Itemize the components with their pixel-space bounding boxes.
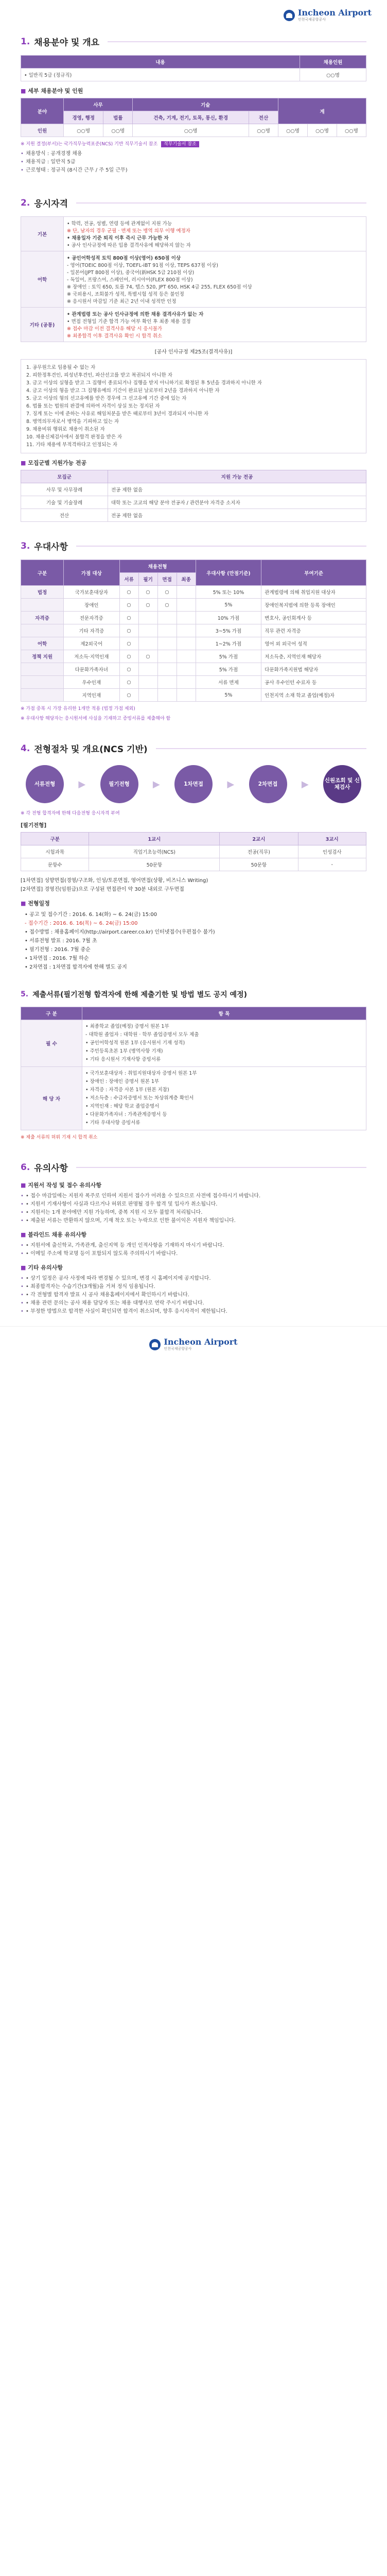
table-cell: 관계법령에 의해 취업지원 대상자 — [261, 586, 366, 599]
table-cell — [157, 663, 177, 676]
text-line: • 학력, 전공, 성별, 연령 등에 관계없이 지원 가능 — [67, 221, 172, 227]
text-line: • 1차면접 : 2016. 7월 하순 — [25, 956, 89, 961]
header-cell: 항 목 — [82, 1007, 366, 1020]
table-cell: 3~5% 가점 — [196, 624, 261, 637]
table-cell: ○○명 — [308, 124, 337, 137]
section-2-title — [21, 196, 366, 209]
list-item: • 채용방식 : 공개경쟁 채용 — [21, 150, 366, 158]
table-cell: 50문항 — [220, 858, 298, 871]
schedule-list — [21, 910, 366, 972]
subsection-title: ■ 전형일정 — [21, 899, 366, 907]
text-line: • 자격증 : 자격증 사본 1부 (원본 지참) — [85, 1087, 169, 1093]
title-divider — [76, 202, 366, 204]
list-item: • 근로형태 : 정규직 (8시간 근무 / 주 5일 근무) — [21, 166, 366, 175]
text-line: • 다문화가족자녀 : 가족관계증명서 등 — [85, 1112, 167, 1117]
table-cell: ○ — [119, 612, 138, 624]
subsection-title: ■ 지원서 작성 및 접수 유의사항 — [21, 1181, 366, 1189]
table-cell — [177, 676, 196, 689]
table-cell: ○ — [119, 637, 138, 650]
table-cell: ○○명 — [133, 124, 249, 137]
table-cell: - — [298, 858, 366, 871]
table-cell — [138, 612, 157, 624]
subsection-title: ■ 블라인드 채용 유의사항 — [21, 1230, 366, 1239]
table-cell — [177, 612, 196, 624]
table-cell: 변호사, 공인회계사 등 — [261, 612, 366, 624]
section-5 — [0, 989, 387, 1140]
section-6-title — [21, 1161, 366, 1174]
section-heading: 채용분야 및 개요 — [34, 38, 100, 48]
section-4-title — [21, 742, 366, 755]
table-cell: 기술 및 기술장례 — [21, 496, 108, 509]
flow-step: 필기전형 — [100, 765, 138, 803]
header-cell: 2교시 — [220, 833, 298, 845]
text-line: • 관계법령 또는 공사 인사규정에 의한 채용 결격사유가 없는 자 — [67, 312, 204, 317]
table-cell: 우수인재 — [64, 676, 120, 689]
header-cell: 구 분 — [21, 1007, 82, 1020]
section-number: 5. — [21, 990, 29, 998]
header-cell: 우대사항 (만점기준) — [196, 560, 261, 586]
text-line: 3. 금고 이상의 실형을 받고 그 집행이 종료되거나 집행을 받지 아니하기로 확정된 후 5년을 경과하지 아니한 자 — [26, 380, 262, 386]
table-cell — [177, 599, 196, 612]
flow-step: 신원조회 및 신체검사 — [323, 765, 361, 803]
header-cell: 면접 — [157, 573, 177, 586]
row-label: 기본 — [21, 217, 64, 251]
brand-logo — [284, 9, 372, 22]
section-3 — [0, 539, 387, 721]
table-cell: 국가보훈대상자 — [64, 586, 120, 599]
table-cell: 5% — [196, 689, 261, 702]
table-cell: ○ — [119, 586, 138, 599]
table-cell: ○○명 — [300, 69, 366, 81]
table-cell: 지역인재 — [64, 689, 120, 702]
table-cell: ○○명 — [337, 124, 366, 137]
row-content — [82, 1020, 366, 1067]
header-cell: 사무 — [64, 98, 133, 111]
table-cell — [21, 599, 64, 612]
text-line: • 지역인재 : 해당 학교 졸업증명서 — [85, 1104, 160, 1109]
section-2 — [0, 196, 387, 522]
table-cell — [177, 650, 196, 663]
table-cell: ○○명 — [249, 124, 278, 137]
table-row — [21, 689, 366, 702]
table-cell: ○ — [157, 599, 177, 612]
title-divider — [156, 748, 366, 749]
table-cell — [157, 650, 177, 663]
text-line: - 독일어, 프랑스어, 스페인어, 러시아어(FLEX 800점 이상) — [67, 277, 193, 283]
written-exam-table — [21, 832, 366, 871]
job-description-link[interactable]: 직무기술서 참조 — [161, 141, 199, 147]
table-cell: 5% 가점 — [196, 663, 261, 676]
text-line: • 서류전형 발표 : 2016. 7월 초 — [25, 938, 97, 944]
header-cell: 내용 — [21, 56, 300, 69]
table-cell: ○ — [157, 586, 177, 599]
table-cell: 직업기초능력(NCS) — [89, 845, 220, 858]
table-cell: 5% — [196, 599, 261, 612]
table-cell: 어학 — [21, 637, 64, 650]
section-3-title — [21, 539, 366, 552]
text-line: - 접수기간 : 2016. 6. 16(목) ~ 6. 24(금) 15:00 — [25, 921, 138, 926]
text-line: - 대학원 졸업자 : 대학원 · 학부 졸업증명서 모두 제출 — [85, 1032, 199, 1038]
header-cell: 계 — [278, 98, 366, 124]
notice-list — [21, 1192, 366, 1225]
table-cell: 기타 자격증 — [64, 624, 120, 637]
list-item: • • 지원서에 출신학교, 가족관계, 출신지역 등 개인 인적사항을 기재하지 마시기 바랍니다. — [21, 1242, 366, 1250]
text-line: 6. 법률 또는 법원의 판결에 의하여 자격이 상실 또는 정지된 자 — [26, 403, 160, 409]
section-number: 3. — [21, 540, 30, 551]
text-line: 2. 피한정후견인, 피성년후견인, 파산선고를 받고 복권되지 아니한 자 — [26, 372, 173, 378]
notice-list — [21, 1275, 366, 1316]
table-row — [21, 599, 366, 612]
table-cell: 1~2% 가점 — [196, 637, 261, 650]
table-cell: 사무 및 사무장례 — [21, 483, 108, 496]
text-line: [2차면접] 경영진(임원급)으로 구성된 면접관이 약 30분 내외로 구두면접 — [21, 887, 184, 892]
regulation-title: [공사 인사규정 제25조(결격사유)] — [154, 349, 233, 355]
table-cell: ○ — [138, 586, 157, 599]
title-divider — [76, 546, 366, 547]
header-cell: 구분 — [21, 833, 89, 845]
table-cell: 정책 지원 — [21, 650, 64, 663]
header-cell: 채용인원 — [300, 56, 366, 69]
text-line: • 저소득층 : 수급자증명서 또는 차상위계층 확인서 — [85, 1095, 194, 1101]
header-cell: 경영, 행정 — [64, 111, 103, 124]
text-line: 1. 공무원으로 임용될 수 없는 자 — [26, 365, 96, 370]
table-cell: 전산 — [21, 509, 108, 522]
airport-logo-icon — [149, 1339, 161, 1350]
table-cell: 다문화가족자녀 — [64, 663, 120, 676]
text-line: • 기타 우대사항 증빙서류 — [85, 1120, 140, 1126]
row-label: 해 당 자 — [21, 1067, 82, 1130]
table-cell: 50문항 — [89, 858, 220, 871]
table-cell — [157, 676, 177, 689]
table-cell: ○ — [119, 676, 138, 689]
table-cell: 대학 또는 고교의 해당 분야 전공자 / 관련분야 자격증 소지자 — [108, 496, 366, 509]
text-line: • 기타 응시원서 기재사항 증빙서류 — [85, 1057, 161, 1062]
table-cell — [21, 676, 64, 689]
flow-step: 2차면접 — [249, 765, 287, 803]
row-content — [64, 217, 366, 251]
text-line: 9. 채용비위 행위로 채용이 취소된 자 — [26, 427, 105, 432]
text-line: • 국가보훈대상자 : 취업지원대상자 증명서 원본 1부 — [85, 1071, 197, 1076]
section-1-title — [21, 35, 366, 48]
table-cell: 저소득층, 지역인재 해당자 — [261, 650, 366, 663]
row-label: 필 수 — [21, 1020, 82, 1067]
text-line: • 채용일자 기준 퇴직 이후 즉시 근무 가능한 자 — [67, 235, 169, 241]
text-line: 4. 금고 이상의 형을 받고 그 집행유예의 기간이 완료된 날로부터 2년을 경과하지 아니한 자 — [26, 388, 220, 394]
section-heading: 전형절차 및 개요(NCS 기반) — [34, 744, 148, 755]
subsection-title: ■ 기타 유의사항 — [21, 1263, 366, 1272]
header-cell: 서류 — [119, 573, 138, 586]
text-line: ※ 국외용시, 조회불가 성적, 특별시험 성적 등은 불인정 — [67, 292, 184, 297]
table-cell: 전공 제한 없음 — [108, 483, 366, 496]
table-cell — [177, 586, 196, 599]
table-cell: ○ — [119, 689, 138, 702]
section-6 — [0, 1161, 387, 1316]
table-cell: • 일반직 5급 (정규직) — [21, 69, 300, 81]
page-footer — [0, 1326, 387, 1363]
text-line: • 2차면접 : 1차면접 합격자에 한해 별도 공지 — [25, 964, 127, 970]
table-cell: 인성검사 — [298, 845, 366, 858]
header-cell: 기술 — [133, 98, 278, 111]
table-cell: ○ — [138, 599, 157, 612]
section-heading: 응시자격 — [34, 199, 68, 209]
section-4 — [0, 742, 387, 972]
field-breakdown-table — [21, 98, 366, 137]
table-cell: 장애인복지법에 의한 등록 장애인 — [261, 599, 366, 612]
table-cell: 직무 관련 자격증 — [261, 624, 366, 637]
subsection-title: ■ 모집군별 지원가능 전공 — [21, 459, 366, 467]
major-table — [21, 470, 366, 522]
title-divider — [108, 41, 366, 42]
footer-logo — [149, 1338, 237, 1351]
header-cell: 3교시 — [298, 833, 366, 845]
list-item: • • 상기 일정은 공사 사정에 따라 변경될 수 있으며, 변경 시 홈페이지에 공지합니다. — [21, 1275, 366, 1283]
section-heading: 우대사항 — [34, 542, 68, 552]
text-line: • 공사 인사규정에 따른 입용 결격사유에 해당하지 않는 자 — [67, 243, 191, 248]
text-line: • 면접 전형일 기준 합격 가능 여부 확인 후 최종 채용 결정 — [67, 319, 191, 325]
text-line: ※ 접수 마감 이전 결격사유 해당 시 응시불가 — [67, 326, 163, 332]
table-cell: ○○명 — [103, 124, 133, 137]
table-cell — [138, 663, 157, 676]
table-cell: 5% 또는 10% — [196, 586, 261, 599]
header-cell: 가점 대상 — [64, 560, 120, 586]
header-cell: 모집군 — [21, 470, 108, 483]
table-cell: 전공(직무) — [220, 845, 298, 858]
header-cell: 채용전형 — [119, 560, 196, 573]
header-cell: 부여기준 — [261, 560, 366, 586]
documents-table — [21, 1007, 366, 1130]
table-cell: 영어 외 외국어 성적 — [261, 637, 366, 650]
arrow-right-icon: ▶ — [227, 778, 235, 790]
preference-rows — [21, 586, 366, 702]
table-cell: 인원 — [21, 124, 64, 137]
section-heading: 유의사항 — [34, 1163, 68, 1174]
table-row — [21, 663, 366, 676]
text-line: • 최종학교 졸업(예정) 증명서 원본 1부 — [85, 1024, 169, 1029]
text-line: - 영어(TOEIC 800점 이상, TOEFL-iBT 91점 이상, TEPS 637점 이상) — [67, 263, 218, 268]
list-item: • • 접수 마감일에는 지원자 폭주로 인하여 지원서 접수가 어려울 수 있으므로 사전에 접수하시기 바랍니다. — [21, 1192, 366, 1200]
subsection-title: ■ 세부 채용분야 및 인원 — [21, 87, 366, 95]
row-content — [82, 1067, 366, 1130]
process-flow — [26, 765, 361, 803]
table-cell — [177, 663, 196, 676]
table-cell: 전공 제한 없음 — [108, 509, 366, 522]
table-cell: 저소득·지역인재 — [64, 650, 120, 663]
text-line: 5. 금고 이상의 형의 선고유예를 받은 경우에 그 선고유예 기간 중에 있는 자 — [26, 396, 187, 401]
section-1 — [0, 35, 387, 175]
table-cell: 5% 가점 — [196, 650, 261, 663]
brand-name: Incheon Airport — [164, 1337, 238, 1347]
table-cell: ○ — [119, 599, 138, 612]
table-cell: 10% 가점 — [196, 612, 261, 624]
section-number: 6. — [21, 1162, 30, 1173]
info-list — [21, 150, 366, 175]
note: ※ 각 전형 합격자에 한해 다음전형 응시자격 부여 — [21, 811, 120, 816]
table-row — [21, 624, 366, 637]
regulation-box — [21, 359, 366, 453]
arrow-right-icon: ▶ — [78, 778, 86, 790]
table-cell — [157, 637, 177, 650]
list-item: • 채용직급 : 일반직 5급 — [21, 158, 366, 166]
header-cell: 1교시 — [89, 833, 220, 845]
table-row — [21, 650, 366, 663]
text-line: ※ 단, 남자의 경우 군필 · 면제 또는 병역 의무 이행 예정자 — [67, 228, 190, 234]
table-cell — [138, 676, 157, 689]
list-item: • • 부정한 방법으로 합격한 사실이 확인되면 합격이 취소되며, 향후 응시자격이 제한됩니다. — [21, 1308, 366, 1316]
list-item: • • 채용 관련 문의는 공사 채용 담당자 또는 채용 대행사로 연락 주시기 바랍니다. — [21, 1299, 366, 1308]
text-line: ※ 최종합격 이후 결격사유 확인 시 합격 취소 — [67, 333, 163, 339]
note: ※ 지원 결정(부서)는 국가직무능력표준(NCS) 기반 직무기술서 참조 직무기술서 참조 — [21, 140, 366, 147]
table-cell: 법정 — [21, 586, 64, 599]
text-line: • 주민등록초본 1부 (병역사항 기재) — [85, 1048, 163, 1054]
page-header — [0, 0, 387, 31]
airport-logo-icon — [284, 10, 295, 21]
table-cell — [177, 689, 196, 702]
table-cell: ○ — [119, 663, 138, 676]
table-cell: 전문자격증 — [64, 612, 120, 624]
section-5-title — [21, 989, 366, 999]
table-cell — [177, 637, 196, 650]
flow-step: 서류전형 — [26, 765, 64, 803]
table-cell: ○ — [119, 650, 138, 663]
text-line: [1차면접] 성향면접(경영/구조화, 인성/토론면접, 영어면접(상황, 비즈니스 Writing) — [21, 878, 208, 884]
header-cell: 필기 — [138, 573, 157, 586]
section-number: 2. — [21, 197, 30, 208]
table-cell — [157, 612, 177, 624]
table-cell — [21, 663, 64, 676]
text-line: 11. 기타 채용에 부적격하다고 인정되는 자 — [26, 442, 118, 448]
text-line: • 공인어학성적 원본 1부 (응시원서 기재 성적) — [85, 1040, 185, 1046]
table-cell — [138, 624, 157, 637]
header-cell: 법률 — [103, 111, 133, 124]
text-line: • 장애인 : 장애인 증명서 원본 1부 — [85, 1079, 160, 1084]
section-heading: 제출서류(필기전형 합격자에 한해 제출기한 및 방법 별도 공지 예정) — [32, 991, 247, 999]
note: ※ 우대사항 해당자는 응시원서에 사실을 기재하고 증빙서류를 제출해야 함 — [21, 716, 171, 721]
text-line: ※ 장애인 : 토익 650, 토플 74, 텝스 520, JPT 650, HSK 4급 255, FLEX 650점 이상 — [67, 284, 252, 290]
table-cell: 시험과목 — [21, 845, 89, 858]
table-cell: ○○명 — [278, 124, 308, 137]
text-line: 7. 징계 또는 이에 준하는 사유로 해임처분을 받은 때로부터 3년이 경과되지 아니한 자 — [26, 411, 209, 417]
header-cell: 건축, 기계, 전기, 토목, 통신, 환경 — [133, 111, 249, 124]
interview-info — [21, 876, 366, 894]
note: ※ 제출 서류의 허위 기재 시 합격 취소 — [21, 1135, 98, 1140]
list-item: • • 지원서는 1개 분야에만 지원 가능하며, 중복 지원 시 모두 불합격 처리됩니다. — [21, 1209, 366, 1217]
title-divider — [76, 1167, 366, 1168]
list-item: • • 제출된 서류는 반환하지 않으며, 기재 착오 또는 누락으로 인한 불이익은 지원자 책임입니다. — [21, 1217, 366, 1225]
arrow-right-icon: ▶ — [301, 778, 309, 790]
table-cell: ○○명 — [64, 124, 103, 137]
table-row — [21, 637, 366, 650]
table-cell: 문항수 — [21, 858, 89, 871]
text-line: • 필기전형 : 2016. 7월 중순 — [25, 947, 91, 953]
row-label: 기타 (공통) — [21, 308, 64, 342]
header-cell: 분야 — [21, 98, 64, 124]
header-cell: 최종 — [177, 573, 196, 586]
table-cell — [138, 689, 157, 702]
table-cell: 인천지역 소재 학교 졸업(예정)자 — [261, 689, 366, 702]
table-cell: 제2외국어 — [64, 637, 120, 650]
list-item: • • 이메일 주소에 학교명 등이 포함되지 않도록 주의하시기 바랍니다. — [21, 1250, 366, 1258]
brand-subtitle: 인천국제공항공사 — [164, 1347, 192, 1351]
header-cell: 지원 가능 전공 — [108, 470, 366, 483]
table-row — [21, 612, 366, 624]
table-cell: ○ — [119, 624, 138, 637]
table-cell — [138, 637, 157, 650]
preference-table — [21, 560, 366, 702]
section-number: 4. — [21, 743, 30, 754]
hiring-summary-table — [21, 55, 366, 81]
table-cell: 서류 면제 — [196, 676, 261, 689]
table-cell — [177, 624, 196, 637]
row-label: 어학 — [21, 251, 64, 308]
notice-list — [21, 1242, 366, 1258]
table-cell: ○ — [138, 650, 157, 663]
list-item: • • 각 전형별 합격자 발표 시 공사 채용홈페이지에서 확인하시기 바랍니다. — [21, 1291, 366, 1299]
eligibility-table — [21, 216, 366, 342]
row-content — [64, 308, 366, 342]
table-cell — [157, 624, 177, 637]
text-line: - 일본어(JPT 800점 이상), 중국어(新HSK 5급 210점 이상) — [67, 270, 195, 276]
table-cell: 자격증 — [21, 612, 64, 624]
note: ※ 가점 중복 시 가장 유리한 1개만 적용 (법정 가점 제외) — [21, 706, 135, 711]
list-item: • • 지원서 기재사항이 사실과 다르거나 허위로 판명될 경우 합격 및 입사가 취소됩니다. — [21, 1200, 366, 1209]
text-line: • 공인어학성적 토익 800점 이상(영어) 650점 이상 — [67, 256, 181, 261]
header-cell: 구분 — [21, 560, 64, 586]
table-cell: 공사 우수인턴 수료자 등 — [261, 676, 366, 689]
brand-name: Incheon Airport — [297, 8, 372, 18]
text-line: • 접수방법 : 채용홈페이지(http://airport.career.co.kr) 인터넷접수(우편접수 불가) — [25, 929, 215, 935]
header-cell: 전산 — [249, 111, 278, 124]
text-line: • 공고 및 접수기간 : 2016. 6. 14(화) ~ 6. 24(금) 15:00 — [25, 912, 157, 918]
flow-step: 1차면접 — [174, 765, 213, 803]
table-row — [21, 586, 366, 599]
table-cell — [21, 689, 64, 702]
subsection-title: [필기전형] — [21, 822, 47, 828]
brand-subtitle: 인천국제공항공사 — [297, 18, 326, 22]
section-number: 1. — [21, 36, 30, 47]
text-line: 8. 병역의무자로서 병역을 기피하고 있는 자 — [26, 419, 119, 425]
arrow-right-icon: ▶ — [152, 778, 160, 790]
table-row — [21, 676, 366, 689]
row-content — [64, 251, 366, 308]
list-item: • • 최종합격자는 수습기간(3개월)을 거쳐 정식 임용됩니다. — [21, 1283, 366, 1291]
table-cell: 다문화가족지원법 해당자 — [261, 663, 366, 676]
text-line: ※ 응시원서 마감일 기준 최근 2년 이내 성적만 인정 — [67, 299, 177, 304]
text-line: 10. 채용신체검사에서 불합격 판정을 받은 자 — [26, 434, 122, 440]
table-cell — [157, 689, 177, 702]
table-cell — [21, 624, 64, 637]
table-cell: 장애인 — [64, 599, 120, 612]
